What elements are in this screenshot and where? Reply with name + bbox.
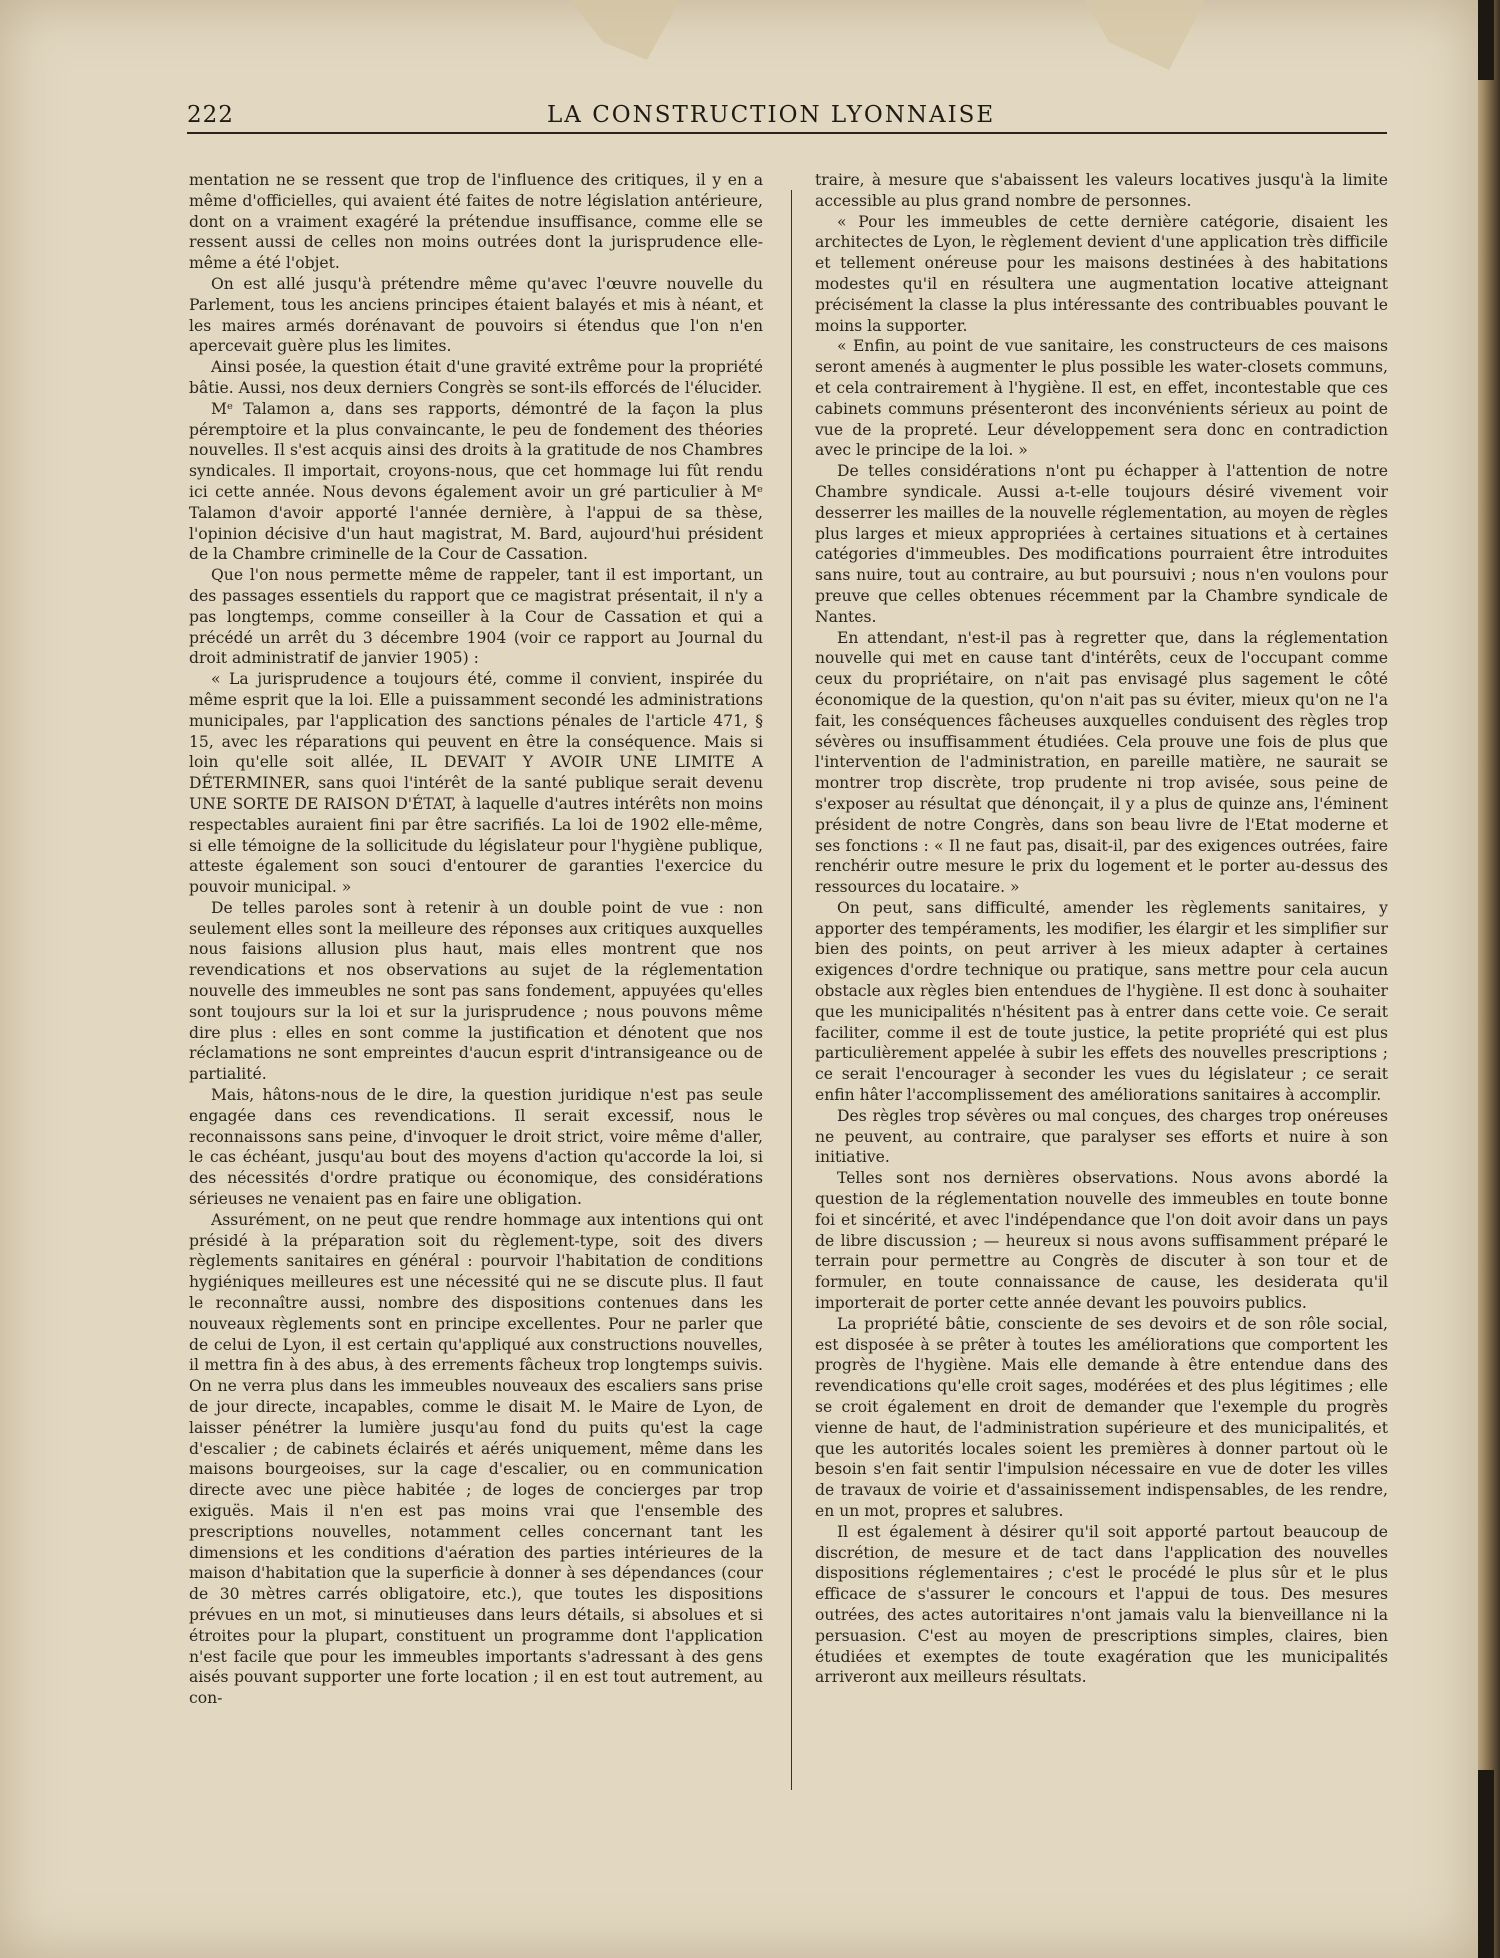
quotation-paragraph: « La jurisprudence a toujours été, comme il convient, inspirée du même esprit que la loi. Elle a puissamment secondé les administrations municipales, par l'application des sanctions pénales de l'article 471, § 15, avec les réparations qui peuvent en être la conséquence. Mais si loin qu'elle soit allée, IL DEVAIT Y AVOIR UNE LIMITE A DÉTERMINER, sans quoi l'intérêt de la santé publique serait devenu UNE SORTE DE RAISON D'ÉTAT, à laquelle d'autres intérêts non moins respectables auraient fini par être sacrifiés. La loi de 1902 elle-même, si elle témoigne de la sollicitude du législateur pour l'hygiène publique, atteste également son souci d'entourer de garanties l'exercice du pouvoir municipal. »	[189, 670, 763, 897]
book-edge	[1478, 0, 1500, 1958]
quotation-paragraph: « Pour les immeubles de cette dernière catégorie, disaient les architectes de Lyon, le règlement devient d'une application très difficile et tellement onéreuse pour les maisons destinées à des habitations modestes qu'il en résultera une augmentation locative atteignant précisément la classe la plus intéressante des contribuables pouvant le moins la supporter.	[815, 212, 1388, 335]
paragraph: Des règles trop sévères ou mal conçues, des charges trop onéreuses ne peuvent, au contraire, que paralyser ses efforts et nuire à son initiative.	[815, 1106, 1388, 1167]
paragraph: Assurément, on ne peut que rendre hommage aux intentions qui ont présidé à la préparation soit du règlement-type, soit des divers règlements sanitaires en général : pourvoir l'habitation de conditions hygiéniques meilleures est une nécessité qui ne se discute plus. Il faut le reconnaître aussi, nombre des dispositions contenues dans les nouveaux règlements sont en principe excellentes. Pour ne parler que de celui de Lyon, il est certain qu'appliqué aux constructions nouvelles, il mettra fin à des abus, à des errements fâcheux trop longtemps suivis. On ne verra plus dans les immeubles nouveaux des escaliers sans prise de jour directe, incapables, comme le disait M. le Maire de Lyon, de laisser pénétrer la lumière jusqu'au fond du puits qu'est la cage d'escalier ; de cabinets éclairés et aérés uniquement, même dans les maisons bourgeoises, sur la cage d'escalier, ou en communication directe avec une pièce habitée ; de loges de concierges par trop exiguës. Mais il n'en est pas moins vrai que l'ensemble des prescriptions nouvelles, notamment celles concernant tant les dimensions et les conditions d'aération des parties intérieures de la maison d'habitation que la superficie à donner à ses dépendances (cour de 30 mètres carrés obligatoire, etc.), que toutes les dispositions prévues en un mot, si minutieuses dans leurs détails, si absolues et si étroites pour la plupart, constituent un programme dont l'application n'est facile que pour les immeubles importants s'adressant à des gens aisés pouvant supporter une forte location ; il en est tout autrement, au con-	[189, 1210, 763, 1708]
header-rule	[187, 132, 1387, 134]
paragraph: En attendant, n'est-il pas à regretter que, dans la réglementation nouvelle qui met en cause tant d'intérêts, ceux de l'occupant comme ceux du propriétaire, on n'ait pas envisagé plus sagement le côté économique de la question, qu'on n'ait pas su éviter, mieux qu'on ne l'a fait, les conséquences fâcheuses auxquelles conduisent des règles trop sévères ou insuffisamment étudiées. Cela prouve une fois de plus que l'intervention de l'administration, en pareille matière, ne saurait se montrer trop discrète, trop prudente ni trop avisée, sous peine de s'exposer au résultat que dénonçait, il y a plus de quinze ans, l'éminent président de notre Congrès, dans son beau livre de l'Etat moderne et ses fonctions : « Il ne faut pas, disait-il, par des exigences outrées, faire renchérir outre mesure le prix du logement et le porter au-dessus des ressources du locataire. »	[815, 628, 1388, 897]
page-header	[187, 102, 1387, 142]
paragraph: On est allé jusqu'à prétendre même qu'avec l'œuvre nouvelle du Parlement, tous les anciens principes étaient balayés et mis à néant, et les maires armés dorénavant de pouvoirs si étendus que l'on n'en apercevait guère plus les limites.	[189, 274, 763, 356]
paragraph: Mais, hâtons-nous de le dire, la question juridique n'est pas seule engagée dans ces revendications. Il serait excessif, nous le reconnaissons sans peine, d'invoquer le droit strict, voire même d'aller, le cas échéant, jusqu'au bout des moyens d'action qu'accorde la loi, si des nécessités d'ordre pratique ou économique, des considérations sérieuses ne venaient pas en faire une obligation.	[189, 1086, 763, 1209]
paper-tab-left	[570, 0, 680, 60]
paper-tab-right	[1085, 0, 1205, 70]
running-title: LA CONSTRUCTION LYONNAISE	[547, 102, 996, 128]
paragraph: traire, à mesure que s'abaissent les valeurs locatives jusqu'à la limite accessible au plus grand nombre de personnes.	[815, 171, 1388, 210]
paragraph: On peut, sans difficulté, amender les règlements sanitaires, y apporter des tempéraments, les modifier, les élargir et les simplifier sur bien des points, on peut arriver à les mieux adapter à certaines exigences d'ordre technique ou pratique, sans mettre pour cela aucun obstacle aux règles bien entendues de l'hygiène. Il est donc à souhaiter que les municipalités n'hésitent pas à entrer dans cette voie. Ce serait faciliter, comme il est de toute justice, la petite propriété qui est plus particulièrement appelée à subir les effets des nouvelles prescriptions ; ce serait l'encourager à seconder les vues du législateur ; ce serait enfin hâter l'accomplissement des améliorations sanitaires à accomplir.	[815, 898, 1388, 1105]
left-column	[189, 170, 763, 1709]
paragraph: Il est également à désirer qu'il soit apporté partout beaucoup de discrétion, de mesure et de tact dans l'application des nouvelles dispositions réglementaires ; c'est le procédé le plus sûr et le plus efficace de s'assurer le concours et l'appui de tous. Des mesures outrées, des actes autoritaires n'ont jamais valu la bienveillance ni la persuasion. C'est au moyen de prescriptions simples, claires, bien étudiées et exemptes de toute exagération que les municipalités arriveront aux meilleurs résultats.	[815, 1522, 1388, 1687]
paragraph: Ainsi posée, la question était d'une gravité extrême pour la propriété bâtie. Aussi, nos deux derniers Congrès se sont-ils efforcés de l'élucider.	[189, 358, 763, 397]
paragraph: De telles paroles sont à retenir à un double point de vue : non seulement elles sont la meilleure des réponses aux critiques auxquelles nous faisions allusion plus haut, mais elles montrent que nos revendications et nos observations au sujet de la réglementation nouvelle des immeubles ne sont pas sans fondement, appuyées qu'elles sont toujours sur la loi et sur la jurisprudence ; nous pouvons même dire plus : elles en sont comme la justification et dénotent que nos réclamations ne sont empreintes d'aucun esprit d'intransigeance ou de partialité.	[189, 898, 763, 1084]
page-number: 222	[187, 102, 234, 128]
paragraph: mentation ne se ressent que trop de l'influence des critiques, il y en a même d'officielles, qui avaient été faites de notre législation antérieure, dont on a vraiment exagéré la prétendue insuffisance, comme elle se ressent aussi de celles non moins outrées dont la jurisprudence elle-même a été l'objet.	[189, 171, 763, 273]
binding-mark-top	[1478, 0, 1494, 80]
paragraph: Mᵉ Talamon a, dans ses rapports, démontré de la façon la plus péremptoire et la plus convaincante, le peu de fondement des théories nouvelles. Il s'est acquis ainsi des droits à la gratitude de nos Chambres syndicales. Il importait, croyons-nous, que cet hommage lui fût rendu ici cette année. Nous devons également avoir un gré particulier à Mᵉ Talamon d'avoir apporté l'année dernière, à l'appui de sa thèse, l'opinion décisive d'un haut magistrat, M. Bard, aujourd'hui président de la Chambre criminelle de la Cour de Cassation.	[189, 399, 763, 564]
paragraph: La propriété bâtie, consciente de ses devoirs et de son rôle social, est disposée à se prêter à toutes les améliorations que comportent les progrès de l'hygiène. Mais elle demande à être entendue dans des revendications qu'elle croit sages, modérées et des plus légitimes ; elle se croit également en droit de demander que l'exemple du progrès vienne de haut, de l'administration supérieure et des municipalités, et que les autorités locales soient les premières à donner partout où le besoin s'en fait sentir l'impulsion nécessaire en vue de doter les villes de travaux de voirie et d'assainissement indispensables, de les rendre, en un mot, propres et salubres.	[815, 1314, 1388, 1520]
column-divider	[791, 190, 792, 1790]
paragraph: Que l'on nous permette même de rappeler, tant il est important, un des passages essentiels du rapport que ce magistrat présentait, il n'y a pas longtemps, comme conseiller à la Cour de Cassation et qui a précédé un arrêt du 3 décembre 1904 (voir ce rapport au Journal du droit administratif de janvier 1905) :	[189, 566, 763, 668]
paragraph: De telles considérations n'ont pu échapper à l'attention de notre Chambre syndicale. Aussi a-t-elle toujours désiré vivement voir desserrer les mailles de la nouvelle réglementation, au moyen de règles plus larges et mieux appropriées à certaines situations et à certaines catégories d'immeubles. Des modifications pourraient être introduites sans nuire, tout au contraire, au but poursuivi ; nous n'en voulons pour preuve que celles obtenues récemment par la Chambre syndicale de Nantes.	[815, 462, 1388, 626]
paragraph: Telles sont nos dernières observations. Nous avons abordé la question de la réglementation nouvelle des immeubles en toute bonne foi et sincérité, et avec l'indépendance que l'on doit avoir dans un pays de libre discussion ; — heureux si nous avons suffisamment préparé le terrain pour permettre au Congrès de discuter à son tour et de formuler, en toute connaissance de cause, les desiderata qu'il importerait de porter cette année devant les pouvoirs publics.	[815, 1169, 1388, 1313]
right-column	[815, 170, 1388, 1688]
binding-mark-bottom	[1478, 1770, 1494, 1958]
quotation-paragraph: « Enfin, au point de vue sanitaire, les constructeurs de ces maisons seront amenés à augmenter le plus possible les water-closets communs, et cela contrairement à l'hygiène. Il est, en effet, incontestable que ces cabinets communs présenteront des inconvénients sérieux au point de vue de la propreté. Leur développement sera donc en contradiction avec le principe de la loi. »	[815, 337, 1388, 460]
